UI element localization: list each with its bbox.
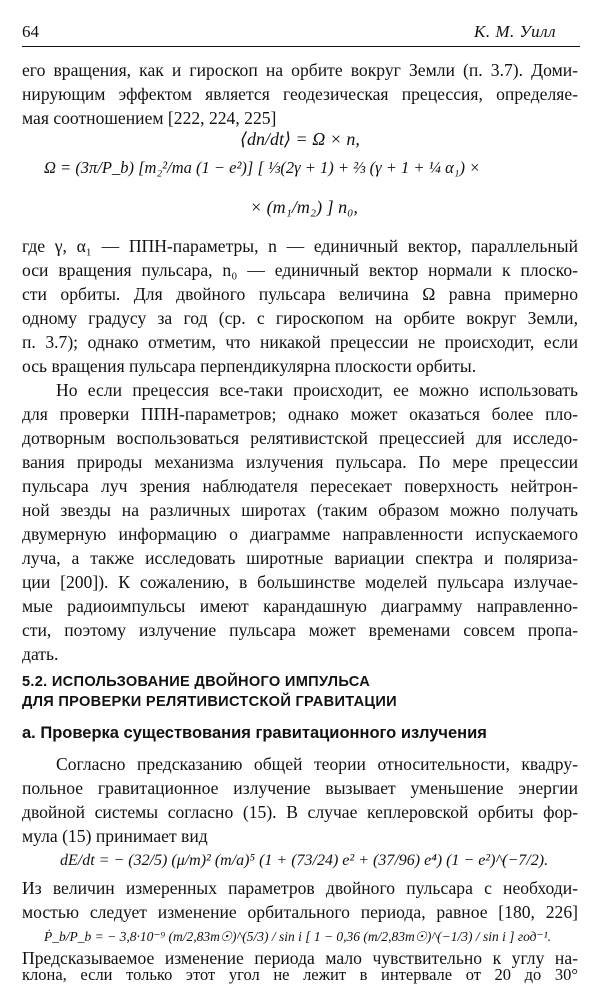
text-line: мула (15) принимает вид <box>22 826 208 846</box>
text-line: двойной системы согласно (15). В случае кеплеровской орбиты фор- <box>22 802 578 822</box>
equation-precession: ⟨dn/dt⟩ = Ω × n, <box>240 129 360 149</box>
text-line: Из величин измеренных параметров двойного пульсара с необходи- <box>22 878 578 898</box>
text-line: где γ, α₁ — ППН-параметры, n — единичный вектор, параллельный <box>22 236 578 256</box>
text-line: вания природы механизма излучения пульсара. По мере прецессии <box>22 452 578 472</box>
text-line: сти орбиты. Для двойного пульсара величина Ω равна примерно <box>22 284 578 304</box>
section-heading: 5.2. ИСПОЛЬЗОВАНИЕ ДВОЙНОГО ИМПУЛЬСА <box>22 674 371 690</box>
text-line: ной звезды на различных широтах (таким образом можно получать <box>22 500 578 520</box>
text-line: Но если прецессия все-таки происходит, ее можно использовать <box>56 380 578 400</box>
text-line: дать. <box>22 644 59 664</box>
text-line: нирующим эффектом является геодезическая прецессия, определяе- <box>22 84 578 104</box>
text-line: дотворным воспользоваться релятивистской прецессией для исследо- <box>22 428 578 448</box>
text-line: польное гравитационное излучение вызывает уменьшение энергии <box>22 778 578 798</box>
text-line: двумерную информацию о диаграмме направленности испускаемого <box>22 524 578 544</box>
page-number: 64 <box>22 22 39 41</box>
text-line: мая соотношением [222, 224, 225] <box>22 108 277 128</box>
text-line: луча, а также исследовать широтные вариации спектра и поляриза- <box>22 548 578 568</box>
text-line: п. 3.7); однако отметим, что никакой прецессии не происходит, если <box>22 332 578 352</box>
text-line: для проверки ППН-параметров; однако может оказаться более пло- <box>22 404 578 424</box>
running-head: К. М. Уилл <box>474 22 556 41</box>
text-line: мостью следует изменение орбитального периода, равное [180, 226] <box>22 902 578 922</box>
text-line: сти, поэтому излучение пульсара может временами совсем пропа- <box>22 620 578 640</box>
equation-energy-loss: dE/dt = − (32/5) (μ/m)² (m/a)⁵ (1 + (73/24) e² + (37/96) e⁴) (1 − e²)^(−7/2). <box>60 852 549 869</box>
text-line: ось вращения пульсара перпендикулярна плоскости орбиты. <box>22 356 477 376</box>
equation-omega: Ω = (3π/P_b) [m₂²/ma (1 − e²)] [ ⅓(2γ + 1) + ⅔ (γ + 1 + ¼ α₁) × <box>44 158 481 177</box>
text-line: клона, если только этот угол не лежит в интервале от 20 до 30° <box>22 965 578 984</box>
equation-period-change: Ṗ_b/P_b = − 3,8·10⁻⁹ (m/2,83m☉)^(5/3) / sin i [ 1 − 0,36 (m/2,83m☉)^(−1/3) / sin i ] год⁻¹. <box>44 929 552 944</box>
text-line: одному градусу за год (ср. с гироскопом на орбите вокруг Земли, <box>22 308 578 328</box>
equation-omega-continued: × (m₁/m₂) ] n₀, <box>250 197 358 217</box>
text-line: пульсара луч зрения наблюдателя пересекает поверхность нейтрон- <box>22 476 578 496</box>
text-line: ции [200]). К сожалению, в большинстве моделей пульсара излучае- <box>22 572 578 592</box>
text-line: мые радиоимпульсы имеют карандашную диаграмму направленно- <box>22 596 578 616</box>
text-line: Согласно предсказанию общей теории относительности, квадру- <box>56 754 578 774</box>
text-line: Предсказываемое изменение периода мало чувствительно к углу на- <box>22 948 578 968</box>
text-line: оси вращения пульсара, n₀ — единичный вектор нормали к плоско- <box>22 260 578 280</box>
page-header <box>22 10 580 47</box>
section-heading: ДЛЯ ПРОВЕРКИ РЕЛЯТИВИСТСКОЙ ГРАВИТАЦИИ <box>22 694 397 710</box>
text-line: его вращения, как и гироскоп на орбите вокруг Земли (п. 3.7). Доми- <box>22 60 578 80</box>
subsection-heading: а. Проверка существования гравитационного излучения <box>22 724 487 742</box>
